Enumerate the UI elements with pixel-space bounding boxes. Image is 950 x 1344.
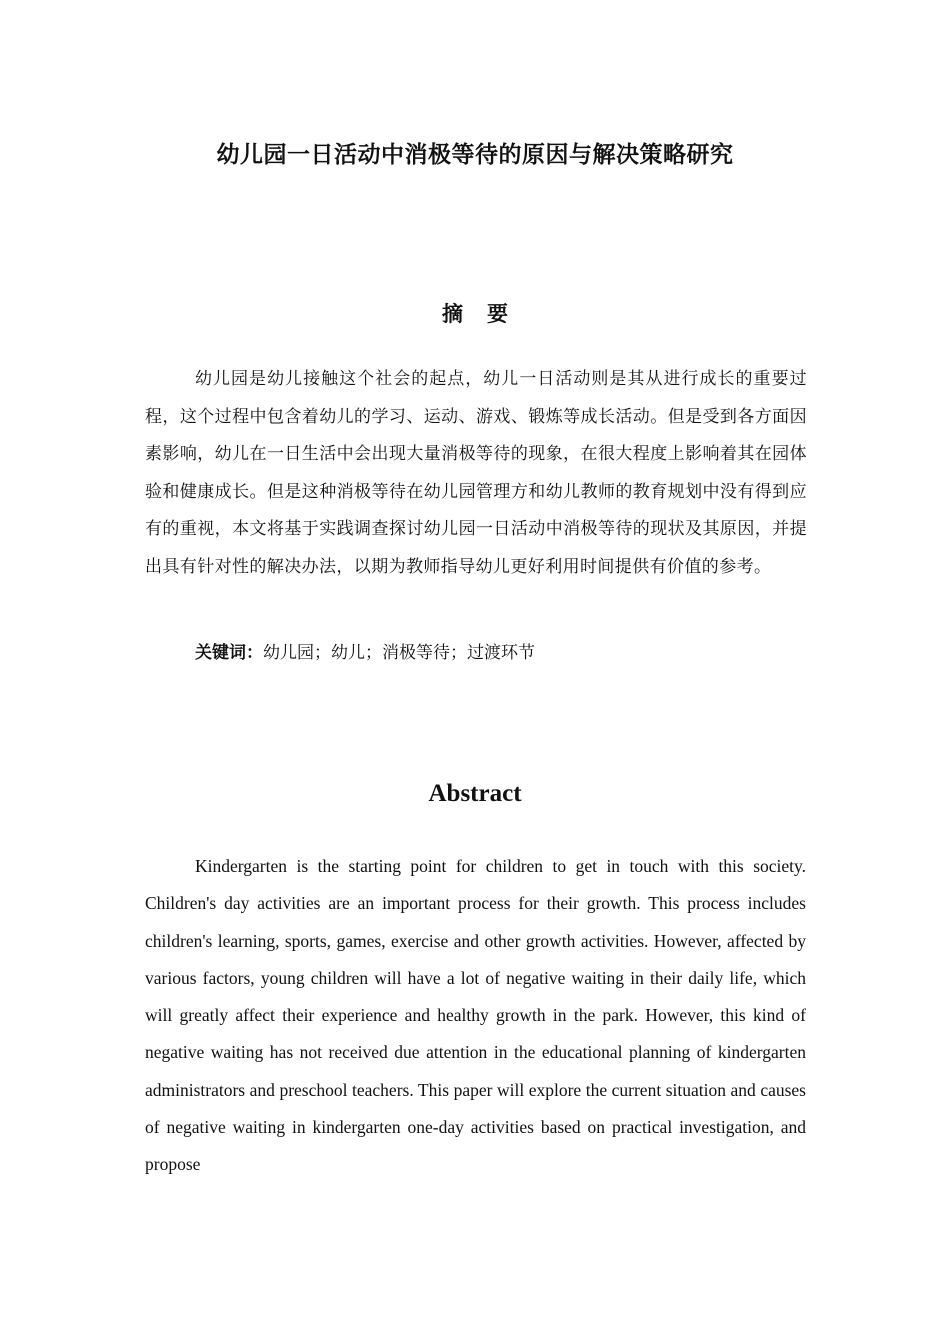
english-abstract-body: Kindergarten is the starting point for children to get in touch with this society. Children's day activities are an important process for their growth. This process includes children's learning, sports, games, exercise and other growth activities. However, affected by various factors, young children will have a lot of negative waiting in their daily life, which will greatly affect their experience and healthy growth in the park. However, this kind of negative waiting has not received due attention in the educational planning of kindergarten administrators and preschool teachers. This paper will explore the current situation and causes of negative waiting in kindergarten one-day activities based on practical investigation, and propose — [145, 856, 806, 1175]
chinese-abstract-body: 幼儿园是幼儿接触这个社会的起点，幼儿一日活动则是其从进行成长的重要过程，这个过程中包含着幼儿的学习、运动、游戏、锻炼等成长活动。但是受到各方面因素影响，幼儿在一日生活中会出现大量消极等待的现象，在很大程度上影响着其在园体验和健康成长。但是这种消极等待在幼儿园管理方和幼儿教师的教育规划中没有得到应有的重视，本文将基于实践调查探讨幼儿园一日活动中消极等待的现状及其原因，并提出具有针对性的解决办法，以期为教师指导幼儿更好利用时间提供有价值的参考。 — [145, 369, 807, 577]
keywords-line — [195, 637, 535, 669]
english-abstract-heading: Abstract — [428, 780, 522, 807]
keywords-label: 关键词： — [195, 643, 263, 663]
document-title: 幼儿园一日活动中消极等待的原因与解决策略研究 — [216, 141, 734, 168]
chinese-abstract-heading: 摘要 — [442, 301, 532, 326]
keywords-list: 幼儿园；幼儿；消极等待；过渡环节 — [263, 643, 535, 663]
